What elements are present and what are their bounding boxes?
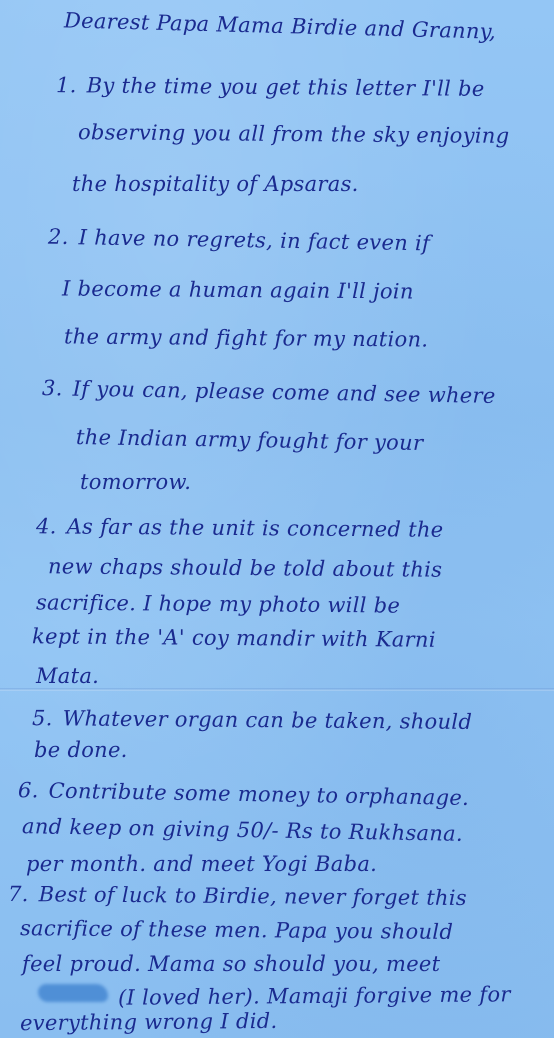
point-5-line-2: be done. bbox=[34, 738, 128, 762]
point-2-line-3: the army and fight for my nation. bbox=[63, 324, 429, 352]
point-4-line-3: sacrifice. I hope my photo will be bbox=[35, 590, 401, 618]
point-7-line-4: (I loved her). Mamaji forgive me for bbox=[117, 982, 511, 1010]
point-5-line-1: 5. Whatever organ can be taken, should bbox=[31, 706, 473, 734]
point-1-number: 1. bbox=[55, 73, 77, 98]
point-4-line-2: new chaps should be told about this bbox=[47, 554, 443, 582]
point-7-line-3: feel proud. Mama so should you, meet bbox=[22, 952, 441, 976]
point-5-number: 5. bbox=[31, 706, 53, 731]
point-2-number: 2. bbox=[47, 224, 69, 250]
point-6-line-3: per month. and meet Yogi Baba. bbox=[26, 852, 378, 876]
point-1-line-1: 1. By the time you get this letter I'll be bbox=[55, 73, 485, 101]
point-6-line-1: 6. Contribute some money to orphanage. bbox=[17, 778, 470, 810]
redacted-name bbox=[38, 984, 108, 1002]
point-4-line-1: 4. As far as the unit is concerned the bbox=[35, 514, 444, 542]
point-4-line-5: Mata. bbox=[36, 664, 100, 688]
point-1-line-3: the hospitality of Apsaras. bbox=[72, 172, 359, 196]
point-4-line-4: kept in the 'A' coy mandir with Karni bbox=[31, 624, 436, 652]
point-2-line-1: 2. I have no regrets, in fact even if bbox=[47, 224, 431, 256]
point-4-number: 4. bbox=[35, 514, 57, 539]
point-1-line-2: observing you all from the sky enjoying bbox=[77, 120, 510, 148]
salutation: Dearest Papa Mama Birdie and Granny, bbox=[63, 8, 497, 44]
point-3-line-3: tomorrow. bbox=[80, 470, 192, 494]
point-7-line-5: everything wrong I did. bbox=[19, 1008, 278, 1036]
paper-fold bbox=[0, 688, 554, 691]
point-7-line-2: sacrifice of these men. Papa you should bbox=[19, 916, 454, 944]
point-3-line-2: the Indian army fought for your bbox=[75, 424, 424, 456]
point-6-line-2: and keep on giving 50/- Rs to Rukhsana. bbox=[21, 814, 464, 846]
point-3-number: 3. bbox=[41, 376, 63, 401]
point-6-number: 6. bbox=[17, 778, 39, 803]
point-7-number: 7. bbox=[7, 881, 29, 907]
point-3-line-1: 3. If you can, please come and see where bbox=[41, 376, 496, 408]
point-2-line-2: I become a human again I'll join bbox=[61, 276, 414, 304]
point-7-line-1: 7. Best of luck to Birdie, never forget this bbox=[7, 881, 468, 911]
